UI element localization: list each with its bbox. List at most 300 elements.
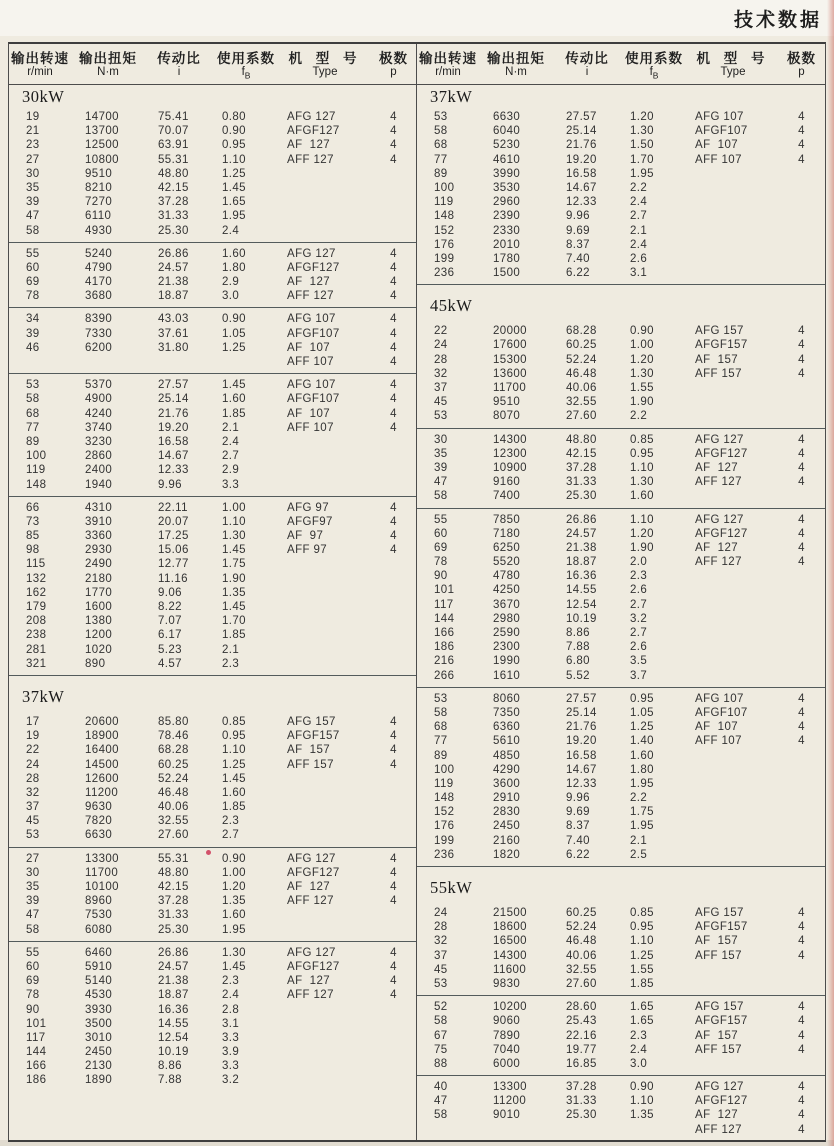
torque-cell: 8210: [85, 181, 113, 194]
factor-cell: 1.40: [630, 735, 654, 748]
table-row: [9, 1045, 416, 1059]
factor-cell: 1.95: [630, 820, 654, 833]
speed-cell: 266: [434, 669, 455, 682]
speed-cell: 117: [26, 1031, 46, 1044]
speed-cell: 69: [26, 276, 40, 289]
poles-cell: [779, 381, 824, 395]
type-cell: AFG 127: [287, 946, 336, 959]
data-block: [417, 691, 825, 863]
speed-cell: 88: [434, 1057, 448, 1070]
speed-cell: 53: [434, 977, 448, 990]
poles-cell: [371, 1031, 416, 1045]
factor-cell: 1.60: [630, 490, 654, 503]
table-row: [9, 327, 416, 341]
speed-cell: 45: [26, 815, 40, 828]
table-row: [417, 513, 825, 527]
type-cell: [279, 181, 371, 195]
type-cell: AFG 157: [695, 907, 744, 919]
ratio-cell: 43.03: [158, 313, 189, 326]
unit-p: p: [798, 66, 805, 78]
poles-cell: [371, 614, 416, 628]
speed-cell: 186: [26, 1074, 47, 1087]
poles-cell: 4: [798, 367, 805, 380]
ratio-cell: 9.69: [566, 806, 590, 819]
ratio-cell: 28.60: [566, 1001, 597, 1014]
factor-cell: 1.45: [222, 379, 246, 392]
table-row: [9, 758, 416, 772]
speed-cell: 101: [434, 584, 455, 597]
unit-fb: [213, 66, 279, 82]
poles-cell: 4: [798, 353, 805, 366]
speed-cell: 69: [26, 975, 40, 988]
type-cell: AF 127: [695, 1109, 739, 1122]
speed-cell: 176: [434, 238, 455, 251]
poles-cell: 4: [390, 989, 397, 1002]
torque-cell: 14300: [493, 949, 527, 962]
type-cell: AFF 157: [695, 1043, 742, 1056]
poles-cell: [779, 749, 824, 763]
factor-cell: 1.55: [630, 382, 654, 394]
ratio-cell: 5.23: [158, 643, 182, 656]
type-cell: AFG 127: [287, 247, 336, 260]
ratio-cell: 27.60: [566, 410, 597, 423]
torque-cell: 2180: [85, 572, 113, 585]
speed-cell: 55: [434, 513, 448, 526]
table-row: [417, 834, 825, 848]
ratio-cell: 11.16: [158, 572, 188, 585]
torque-cell: 13600: [493, 367, 527, 380]
factor-cell: 2.7: [222, 450, 240, 463]
ratio-cell: 12.33: [566, 777, 597, 790]
factor-cell: 2.4: [222, 435, 240, 448]
type-cell: AFGF127: [695, 447, 748, 460]
torque-cell: 21500: [493, 907, 527, 919]
torque-cell: 2860: [85, 450, 113, 463]
ratio-cell: 31.33: [566, 476, 597, 489]
torque-cell: 3930: [85, 1003, 113, 1016]
speed-cell: 40: [434, 1081, 448, 1094]
speed-cell: 89: [434, 749, 448, 762]
torque-cell: 1770: [85, 586, 113, 599]
torque-cell: 20600: [85, 715, 119, 728]
torque-cell: 11700: [85, 866, 119, 879]
table-row: [9, 743, 416, 757]
speed-cell: 78: [26, 989, 40, 1002]
speed-cell: 119: [26, 464, 46, 477]
poles-cell: 4: [798, 447, 805, 460]
torque-cell: 1610: [493, 669, 521, 682]
type-cell: [279, 224, 371, 238]
type-cell: [687, 777, 779, 791]
poles-cell: [371, 1003, 416, 1017]
speed-cell: 144: [434, 612, 455, 625]
poles-cell: 4: [390, 960, 397, 973]
poles-cell: 4: [798, 1043, 805, 1056]
poles-cell: 4: [798, 527, 805, 540]
header-type: 机 型 号: [288, 51, 362, 66]
table-row: [9, 614, 416, 628]
ratio-cell: 16.85: [566, 1057, 597, 1070]
torque-cell: 6110: [85, 210, 112, 223]
type-cell: AFF 157: [287, 758, 334, 771]
type-cell: [279, 628, 371, 642]
speed-cell: 166: [26, 1060, 47, 1073]
factor-cell: 1.25: [630, 721, 654, 734]
table-row: [9, 923, 416, 937]
data-block: [417, 323, 825, 424]
table-header: [417, 44, 825, 85]
table-row: [9, 247, 416, 261]
torque-cell: 2390: [493, 210, 521, 223]
factor-cell: 1.30: [222, 946, 246, 959]
poles-cell: [779, 583, 824, 597]
ratio-cell: 7.07: [158, 615, 182, 628]
torque-cell: 4930: [85, 224, 113, 237]
table-row: [9, 600, 416, 614]
table-row: [9, 153, 416, 167]
poles-cell: 4: [390, 247, 397, 260]
speed-cell: 47: [26, 909, 40, 922]
table-row: [9, 378, 416, 392]
ratio-cell: 48.80: [158, 866, 189, 879]
speed-cell: 53: [26, 379, 40, 392]
factor-cell: 2.4: [630, 238, 648, 251]
factor-cell: 3.3: [222, 478, 240, 491]
factor-cell: 2.1: [222, 421, 240, 434]
type-cell: [687, 224, 779, 238]
ratio-cell: 26.86: [158, 946, 189, 959]
torque-cell: 2130: [85, 1060, 113, 1073]
speed-cell: 199: [434, 834, 455, 847]
factor-cell: 2.4: [630, 196, 648, 209]
ratio-cell: 31.33: [158, 909, 189, 922]
factor-cell: 3.7: [630, 669, 648, 682]
type-cell: AFGF107: [695, 706, 748, 719]
ratio-cell: 37.28: [158, 196, 189, 209]
ratio-cell: 26.86: [158, 247, 189, 260]
factor-cell: 0.85: [222, 715, 246, 728]
type-cell: AFG 127: [695, 1081, 744, 1094]
type-cell: AFG 107: [287, 313, 336, 326]
poles-cell: 4: [798, 111, 805, 123]
torque-cell: 2160: [493, 834, 521, 847]
data-block: [9, 945, 416, 1089]
table-row: [417, 238, 825, 252]
speed-cell: [9, 355, 71, 369]
ratio-cell: 31.33: [566, 1095, 597, 1108]
torque-cell: 6040: [493, 125, 521, 138]
poles-cell: [779, 791, 824, 805]
speed-cell: 148: [26, 478, 47, 491]
torque-cell: 3600: [493, 777, 521, 790]
poles-cell: [779, 195, 824, 209]
speed-cell: 208: [26, 615, 47, 628]
table-row: [417, 338, 825, 352]
poles-cell: [779, 238, 824, 252]
ratio-cell: 60.25: [566, 339, 597, 352]
factor-cell: 2.6: [630, 252, 648, 265]
torque-cell: 3010: [85, 1031, 113, 1044]
table-row: [417, 447, 825, 461]
table-row: [417, 583, 825, 597]
speed-cell: 68: [434, 139, 448, 152]
table-row: [9, 828, 416, 842]
torque-cell: 20000: [493, 325, 527, 338]
table-row: [417, 461, 825, 475]
poles-cell: [371, 224, 416, 238]
speed-cell: 28: [434, 921, 448, 934]
torque-cell: 4610: [493, 153, 521, 166]
ratio-cell: 9.96: [566, 792, 590, 805]
factor-cell: 1.10: [630, 935, 654, 948]
torque-cell: 2910: [493, 792, 521, 805]
poles-cell: [779, 654, 824, 668]
torque-cell: 15300: [493, 353, 527, 366]
type-cell: [687, 598, 779, 612]
table-row: [417, 138, 825, 152]
speed-cell: 69: [434, 541, 448, 554]
factor-cell: 1.95: [630, 777, 654, 790]
table-row: [9, 852, 416, 866]
type-cell: AFGF107: [695, 125, 748, 138]
ratio-cell: 37.28: [566, 461, 597, 474]
factor-cell: 1.30: [630, 125, 654, 138]
type-cell: [687, 612, 779, 626]
factor-cell: 1.65: [630, 1001, 654, 1014]
unit-fb: [621, 66, 687, 82]
poles-cell: [779, 598, 824, 612]
speed-cell: 53: [434, 692, 448, 705]
ratio-cell: 37.61: [158, 327, 189, 340]
speed-cell: 32: [434, 367, 448, 380]
table-row: [9, 586, 416, 600]
ratio-cell: 8.37: [566, 820, 590, 833]
type-cell: AF 127: [695, 541, 739, 554]
type-cell: AFG 107: [695, 111, 744, 123]
torque-cell: 6360: [493, 721, 521, 734]
ratio-cell: 8.22: [158, 601, 182, 613]
factor-cell: 2.3: [630, 1029, 648, 1042]
factor-cell: 2.3: [222, 975, 240, 988]
ratio-cell: 46.48: [566, 367, 597, 380]
torque-cell: 17600: [493, 339, 527, 352]
torque-cell: 3910: [85, 515, 113, 528]
speed-cell: 58: [434, 125, 448, 138]
poles-cell: 4: [390, 421, 397, 434]
factor-cell: 1.85: [630, 977, 654, 990]
poles-cell: 4: [798, 706, 805, 719]
speed-cell: 89: [434, 167, 448, 180]
type-cell: [279, 923, 371, 937]
section-title: 45kW: [430, 296, 473, 316]
speed-cell: 115: [26, 558, 46, 571]
table-row: [417, 819, 825, 833]
torque-cell: 13700: [85, 125, 119, 138]
torque-cell: 2010: [493, 238, 521, 251]
ratio-cell: 40.06: [158, 801, 189, 814]
poles-cell: 4: [798, 1109, 805, 1122]
speed-cell: 52: [434, 1001, 448, 1014]
poles-cell: 4: [798, 541, 805, 554]
type-cell: AFG 107: [695, 692, 744, 705]
type-cell: [687, 238, 779, 252]
poles-cell: [371, 786, 416, 800]
table-row: [417, 763, 825, 777]
torque-cell: [71, 355, 145, 369]
table-row: [9, 529, 416, 543]
factor-cell: 1.30: [222, 530, 246, 543]
table-row: [417, 692, 825, 706]
ratio-cell: 14.55: [566, 584, 597, 597]
poles-cell: 4: [390, 111, 397, 123]
torque-cell: 5610: [493, 735, 521, 748]
table-right-column: [417, 44, 825, 1140]
data-block: [9, 377, 416, 493]
ratio-cell: 16.36: [158, 1003, 189, 1016]
header-service-factor: 使用系数: [217, 51, 275, 66]
poles-cell: [779, 224, 824, 238]
type-cell: [687, 791, 779, 805]
table-row: [417, 569, 825, 583]
type-cell: AFGF127: [287, 125, 340, 138]
poles-cell: 4: [390, 407, 397, 420]
table-row: [9, 572, 416, 586]
unit-type: Type: [312, 66, 338, 78]
speed-cell: 47: [434, 476, 448, 489]
type-cell: [279, 1059, 371, 1073]
factor-cell: 0.95: [630, 692, 654, 705]
table-row: [417, 475, 825, 489]
unit-i: i: [177, 66, 181, 78]
factor-cell: 1.60: [222, 909, 246, 922]
factor-cell: 3.9: [222, 1046, 240, 1059]
torque-cell: 2980: [493, 612, 521, 625]
ratio-cell: 19.77: [566, 1043, 597, 1056]
torque-cell: 1020: [85, 643, 113, 656]
table-row: [417, 252, 825, 266]
factor-cell: 0.95: [630, 921, 654, 934]
header-output-speed: 输出转速: [419, 51, 477, 66]
data-block: [417, 512, 825, 684]
factor-cell: 1.95: [222, 923, 246, 936]
ratio-cell: 12.77: [158, 558, 189, 571]
table-row: [9, 946, 416, 960]
type-cell: [279, 643, 371, 657]
factor-cell: 1.20: [630, 111, 654, 123]
torque-cell: 1780: [493, 252, 521, 265]
factor-cell: 2.3: [222, 657, 240, 670]
torque-cell: 14500: [85, 758, 119, 771]
type-cell: [687, 848, 779, 862]
poles-cell: 4: [390, 852, 397, 865]
table-row: [9, 628, 416, 642]
table-row: [417, 706, 825, 720]
table-row: [417, 433, 825, 447]
torque-cell: 14300: [493, 433, 527, 446]
speed-cell: 60: [26, 960, 40, 973]
factor-cell: 3.2: [630, 612, 648, 625]
factor-cell: [213, 355, 279, 369]
table-row: [9, 224, 416, 238]
poles-cell: 4: [390, 515, 397, 528]
table-row: [417, 669, 825, 683]
table-row: [9, 1059, 416, 1073]
type-cell: AFF 107: [695, 153, 742, 166]
type-cell: [687, 749, 779, 763]
table-row: [9, 209, 416, 223]
poles-cell: 4: [798, 1081, 805, 1094]
poles-cell: [779, 252, 824, 266]
factor-cell: 2.7: [630, 627, 648, 639]
table-row: [9, 894, 416, 908]
torque-cell: 5370: [85, 379, 113, 392]
torque-cell: 2400: [85, 464, 113, 477]
factor-cell: 2.6: [630, 584, 648, 597]
ratio-cell: 5.52: [566, 669, 590, 682]
table-row: [9, 1073, 416, 1087]
poles-cell: 4: [390, 327, 397, 340]
poles-cell: 4: [798, 949, 805, 962]
ratio-cell: 78.46: [158, 730, 189, 743]
speed-cell: 75: [434, 1043, 448, 1056]
ratio-cell: 14.67: [158, 450, 189, 463]
type-cell: AFF 127: [695, 556, 742, 569]
torque-cell: 2330: [493, 224, 521, 237]
torque-cell: 6250: [493, 541, 521, 554]
torque-cell: 4290: [493, 763, 521, 776]
factor-cell: 1.20: [630, 527, 654, 540]
speed-cell: 35: [26, 881, 40, 893]
ratio-cell: 55.31: [158, 153, 189, 166]
poles-cell: [779, 977, 824, 991]
poles-cell: 4: [390, 276, 397, 289]
ratio-cell: 63.91: [158, 139, 189, 152]
speed-cell: 58: [434, 490, 448, 503]
factor-cell: 2.4: [222, 989, 240, 1002]
type-cell: [279, 1045, 371, 1059]
type-cell: [279, 786, 371, 800]
table-row: [417, 720, 825, 734]
type-cell: AFF 97: [287, 544, 328, 557]
ratio-cell: 24.57: [566, 527, 597, 540]
speed-cell: 58: [26, 923, 40, 936]
torque-cell: 8390: [85, 313, 113, 326]
table-row: [417, 949, 825, 963]
poles-cell: [371, 923, 416, 937]
factor-cell: 1.75: [630, 806, 654, 819]
factor-cell: 1.30: [630, 476, 654, 489]
table-row: [9, 866, 416, 880]
table-row: [417, 124, 825, 138]
table-row: [9, 181, 416, 195]
table-row: [9, 643, 416, 657]
torque-cell: 9510: [493, 396, 521, 409]
speed-cell: 119: [434, 196, 454, 209]
torque-cell: 10100: [85, 881, 119, 893]
type-cell: AF 107: [695, 721, 739, 734]
ratio-cell: 46.48: [158, 786, 189, 799]
factor-cell: 2.2: [630, 181, 648, 194]
poles-cell: 4: [798, 735, 805, 748]
speed-cell: 37: [26, 801, 40, 814]
poles-cell: 4: [390, 501, 397, 514]
poles-cell: [371, 435, 416, 449]
factor-cell: 1.90: [630, 396, 654, 409]
speed-cell: 34: [26, 313, 40, 326]
poles-cell: [371, 643, 416, 657]
speed-cell: 179: [26, 601, 47, 613]
poles-cell: 4: [798, 921, 805, 934]
